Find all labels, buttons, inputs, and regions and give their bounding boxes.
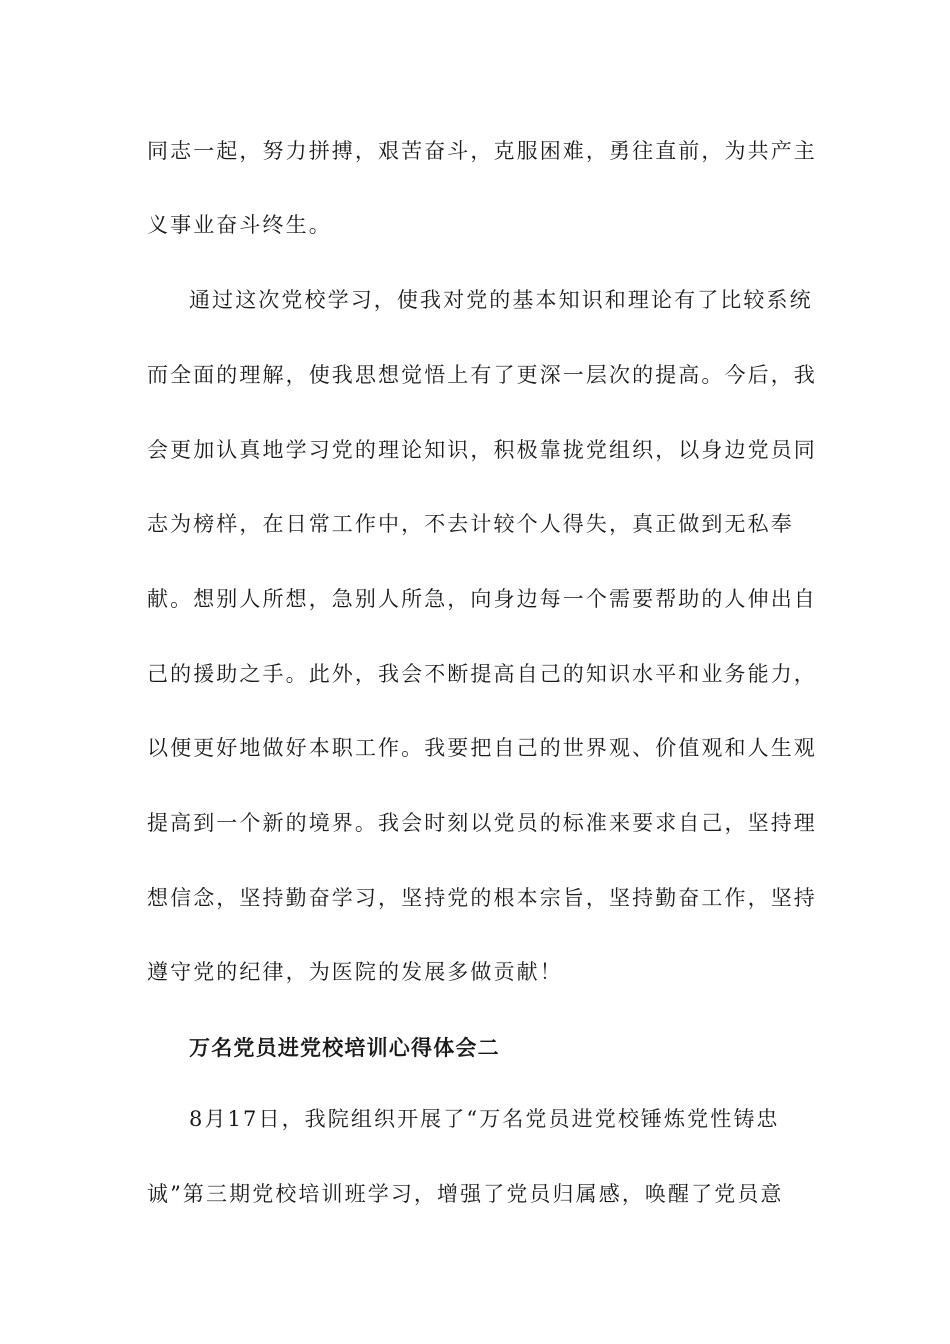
text-line: 遵守党的纪律，为医院的发展多做贡献！ (147, 960, 563, 984)
text-line: 己的援助之手。此外，我会不断提高自己的知识水平和业务能力， (147, 662, 817, 686)
text-line: 同志一起，努力拼搏，艰苦奋斗，克服困难，勇往直前，为共产主 (147, 139, 817, 163)
text-line: 诚”第三期党校培训班学习，增强了党员归属感，唤醒了党员意 (147, 1182, 784, 1206)
paragraph-start-line: 8月17日，我院组织开展了“万名党员进党校锤炼党性铸忠 (189, 1107, 780, 1131)
text-line: 会更加认真地学习党的理论知识，积极靠拢党组织，以身边党员同 (147, 438, 817, 462)
text-line: 献。想别人所想，急别人所急，向身边每一个需要帮助的人伸出自 (147, 587, 817, 611)
paragraph-start-line: 通过这次党校学习，使我对党的基本知识和理论有了比较系统 (189, 288, 813, 312)
text-line: 而全面的理解，使我思想觉悟上有了更深一层次的提高。今后，我 (147, 363, 817, 387)
text-line: 以便更好地做好本职工作。我要把自己的世界观、价值观和人生观 (147, 736, 817, 760)
text-line: 想信念，坚持勤奋学习，坚持党的根本宗旨，坚持勤奋工作，坚持 (147, 886, 817, 910)
text-line: 提高到一个新的境界。我会时刻以党员的标准来要求自己，坚持理 (147, 811, 817, 835)
text-line: 志为榜样，在日常工作中，不去计较个人得失，真正做到无私奉 (147, 512, 794, 536)
text-line: 义事业奋斗终生。 (147, 213, 332, 237)
section-heading: 万名党员进党校培训心得体会二 (189, 1035, 500, 1060)
